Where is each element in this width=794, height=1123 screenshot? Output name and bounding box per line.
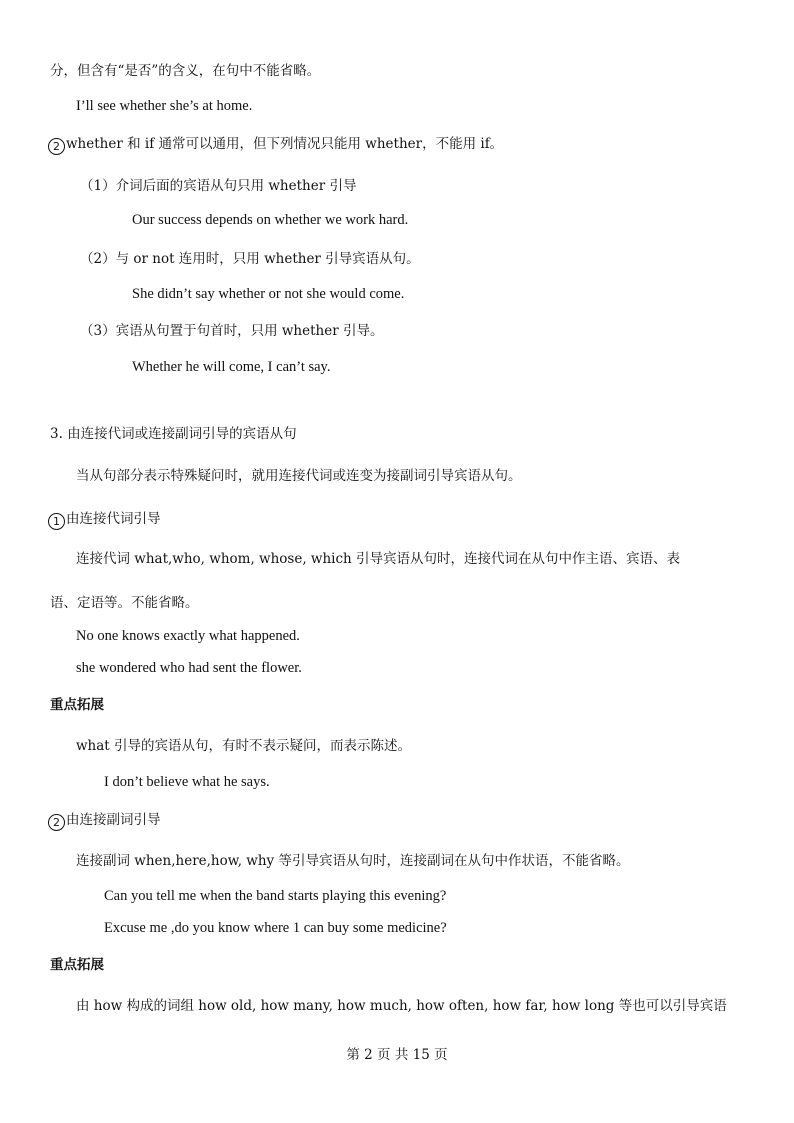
point-text: 由连接副词引导	[66, 812, 161, 828]
text-line: what 引导的宾语从句，有时不表示疑问，而表示陈述。	[76, 738, 412, 754]
text-line: 分，但含有“是否”的含义，在句中不能省略。	[50, 63, 321, 79]
example-sentence: Our success depends on whether we work hard.	[132, 212, 409, 228]
text-line: 连接代词 what,who, whom, whose, which 引导宾语从句时，连接代词在从句中作主语、宾语、表	[76, 551, 681, 567]
section-heading: 3. 由连接代词或连接副词引导的宾语从句	[50, 426, 297, 442]
rule-item: （2）与 or not 连用时，只用 whether 引导宾语从句。	[80, 251, 420, 267]
example-sentence: No one knows exactly what happened.	[76, 628, 300, 644]
numbered-point	[48, 510, 161, 530]
rule-item: （1）介词后面的宾语从句只用 whether 引导	[80, 178, 357, 194]
circled-number: 1	[48, 513, 65, 530]
rule-item: （3）宾语从句置于句首时，只用 whether 引导。	[80, 323, 384, 339]
example-sentence: I’ll see whether she’s at home.	[76, 98, 253, 114]
highlight-heading: 重点拓展	[50, 957, 104, 973]
circled-number: 2	[48, 814, 65, 831]
point-text: whether 和 if 通常可以通用，但下列情况只能用 whether，不能用 if。	[66, 136, 504, 152]
text-line: 语、定语等。不能省略。	[50, 595, 199, 611]
example-sentence: She didn’t say whether or not she would come.	[132, 286, 405, 302]
highlight-heading: 重点拓展	[50, 697, 104, 713]
example-sentence: Can you tell me when the band starts playing this evening?	[104, 888, 447, 904]
numbered-point	[48, 135, 503, 155]
numbered-point	[48, 811, 161, 831]
page-footer: 第 2 页 共 15 页	[346, 1047, 448, 1063]
example-sentence: I don’t believe what he says.	[104, 774, 270, 790]
text-line: 当从句部分表示特殊疑问时，就用连接代词或连变为接副词引导宾语从句。	[76, 468, 522, 484]
circled-number: 2	[48, 138, 65, 155]
text-line: 连接副词 when,here,how, why 等引导宾语从句时，连接副词在从句中作状语，不能省略。	[76, 853, 630, 869]
example-sentence: she wondered who had sent the flower.	[76, 660, 302, 676]
example-sentence: Excuse me ,do you know where 1 can buy some medicine?	[104, 920, 447, 936]
text-line: 由 how 构成的词组 how old, how many, how much, how often, how far, how long 等也可以引导宾语	[76, 998, 727, 1014]
point-text: 由连接代词引导	[66, 511, 161, 527]
example-sentence: Whether he will come, I can’t say.	[132, 359, 331, 375]
